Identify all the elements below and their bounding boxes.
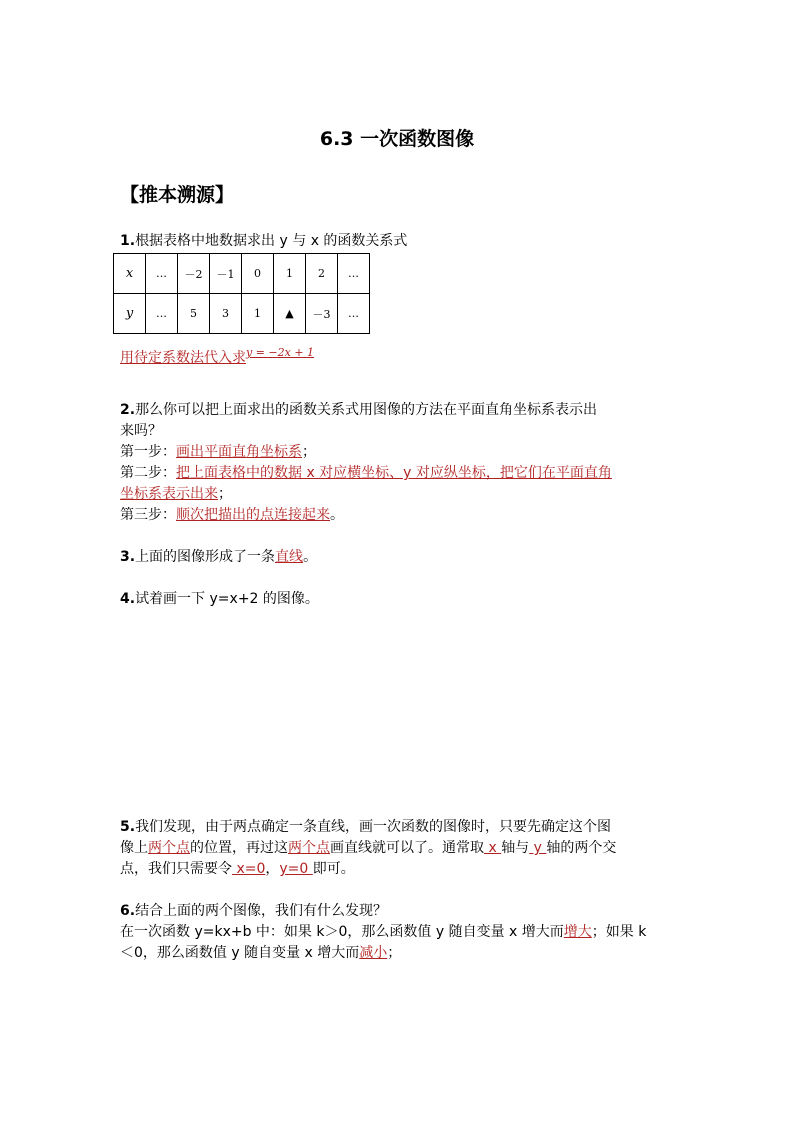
- text-segment: ，: [265, 861, 280, 877]
- text-segment: 点，我们只需要令: [120, 861, 232, 877]
- question-5-line3: [120, 859, 355, 879]
- answer-two-points-2: 两个点: [288, 840, 330, 856]
- table-cell: 1: [274, 254, 306, 294]
- text-segment: 在一次函数 y=kx+b 中：如果 k＞0，那么函数值 y 随自变量 x 增大而: [120, 924, 564, 940]
- question-3-number: 3.: [120, 549, 136, 565]
- step-3-end: 。: [330, 507, 344, 523]
- table-row-x: [114, 254, 370, 294]
- answer-y-zero: y=0: [279, 861, 313, 877]
- table-cell: …: [146, 294, 178, 334]
- answer-formula: y = −2x + 1: [246, 346, 315, 359]
- question-2-text: 那么你可以把上面求出的函数关系式用图像的方法在平面直角坐标系表示出: [135, 402, 598, 418]
- text-segment: 像上: [120, 840, 148, 856]
- table-cell: 5: [178, 294, 210, 334]
- question-2-number: 2.: [120, 402, 136, 418]
- answer-x-zero: x=0: [232, 861, 266, 877]
- question-6-line3: [120, 943, 401, 963]
- question-3: [120, 547, 317, 567]
- table-cell: 0: [242, 254, 274, 294]
- table-row-y: [114, 294, 370, 334]
- text-segment: 轴的两个交: [546, 840, 617, 856]
- table-cell: 1: [242, 294, 274, 334]
- table-cell: －1: [210, 254, 242, 294]
- table-cell: 3: [210, 294, 242, 334]
- question-5-text: 我们发现，由于两点确定一条直线，画一次函数的图像时，只要先确定这个图: [135, 819, 612, 835]
- text-segment: ＜0，那么函数值 y 随自变量 x 增大而: [120, 945, 360, 961]
- question-5-line2: [120, 838, 616, 858]
- table-cell: －2: [178, 254, 210, 294]
- step-2-answer: 把上面表格中的数据 x 对应横坐标、y 对应纵坐标，把它们在平面直角: [176, 465, 612, 481]
- step-2-label: 第二步：: [120, 465, 176, 481]
- question-1-number: 1.: [120, 233, 136, 249]
- question-1: [120, 231, 407, 251]
- step-2-cont: [120, 484, 232, 504]
- step-1: [120, 442, 316, 462]
- triangle-icon: ▲: [274, 294, 306, 334]
- question-2-line1: [120, 400, 597, 420]
- question-6-line2: [120, 922, 646, 942]
- question-3-end: 。: [303, 549, 318, 565]
- step-2-end: ；: [218, 486, 232, 502]
- answer-text: 用待定系数法代入求: [120, 350, 246, 366]
- section-heading: 【推本溯源】: [120, 184, 235, 206]
- question-2-line2: 来吗？: [120, 423, 162, 439]
- question-1-text: 根据表格中地数据求出 y 与 x 的函数关系式: [135, 233, 408, 249]
- question-6-line1: [120, 901, 387, 921]
- step-2-answer-cont: 坐标系表示出来: [120, 486, 218, 502]
- step-2: [120, 463, 612, 483]
- question-4: [120, 589, 319, 609]
- step-1-label: 第一步：: [120, 444, 176, 460]
- step-3-answer: 顺次把描出的点连接起来: [176, 507, 330, 523]
- text-segment: ；如果 k: [591, 924, 647, 940]
- step-3: [120, 505, 344, 525]
- question-3-answer: 直线: [275, 549, 304, 565]
- table-cell: …: [338, 294, 370, 334]
- text-segment: 即可。: [312, 861, 355, 877]
- question-4-number: 4.: [120, 591, 136, 607]
- table-cell: 2: [306, 254, 338, 294]
- answer-y: y: [529, 840, 547, 856]
- answer-increase: 增大: [563, 924, 592, 940]
- page-title: 6.3 一次函数图像: [319, 128, 475, 150]
- question-5-line1: [120, 817, 611, 837]
- question-5-number: 5.: [120, 819, 136, 835]
- text-segment: ；: [387, 945, 402, 961]
- step-1-answer: 画出平面直角坐标系: [176, 444, 302, 460]
- question-6-number: 6.: [120, 903, 136, 919]
- table-cell: …: [146, 254, 178, 294]
- text-segment: 轴与: [501, 840, 530, 856]
- text-segment: 的位置，再过这: [190, 840, 288, 856]
- answer-decrease: 减小: [359, 945, 388, 961]
- step-1-end: ；: [302, 444, 316, 460]
- question-4-text: 试着画一下 y=x+2 的图像。: [135, 591, 319, 607]
- answer-x: x: [484, 840, 502, 856]
- table-header-x: x: [114, 254, 146, 294]
- answer-two-points: 两个点: [148, 840, 190, 856]
- question-3-text: 上面的图像形成了一条: [135, 549, 276, 565]
- question-6-text: 结合上面的两个图像，我们有什么发现？: [135, 903, 388, 919]
- table-cell: －3: [306, 294, 338, 334]
- data-table: [113, 253, 370, 334]
- text-segment: 画直线就可以了。通常取: [330, 840, 484, 856]
- question-1-answer: [120, 348, 314, 369]
- table-cell: …: [338, 254, 370, 294]
- step-3-label: 第三步：: [120, 507, 176, 523]
- table-header-y: y: [114, 294, 146, 334]
